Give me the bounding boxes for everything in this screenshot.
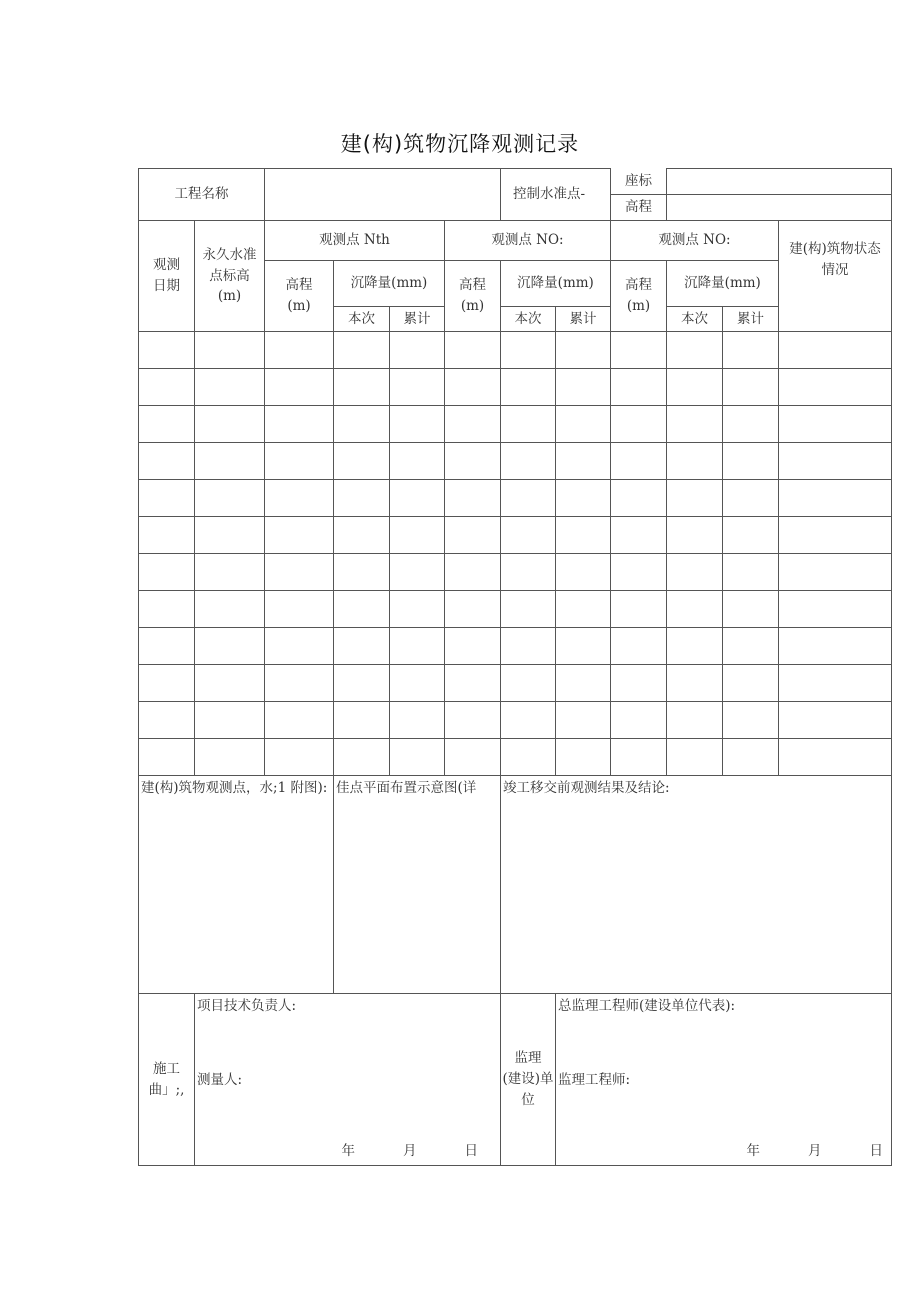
point-3-this-time-header: 本次	[667, 307, 723, 332]
project-name-label: 工程名称	[139, 169, 265, 221]
data-cell[interactable]	[611, 443, 667, 480]
data-cell[interactable]	[390, 480, 445, 517]
supervision-unit-label: 监理 (建设)单 位	[501, 994, 556, 1166]
notes-layout-diagram[interactable]: 佳点平面布置示意图(详	[334, 776, 501, 994]
chief-supervisor-label: 总监理工程师(建设单位代表):	[558, 998, 736, 1014]
data-cell[interactable]	[723, 443, 779, 480]
data-cell[interactable]	[265, 406, 334, 443]
data-cell[interactable]	[334, 517, 390, 554]
data-cell[interactable]	[611, 517, 667, 554]
status-header: 建(构)筑物状态 情况	[779, 221, 892, 332]
data-cell[interactable]	[195, 517, 265, 554]
point-1-cumulative-header: 累计	[390, 307, 445, 332]
construction-signature-block[interactable]	[195, 994, 501, 1166]
date-day: 日	[869, 1143, 884, 1160]
obs-date-header: 观测 日期	[139, 221, 195, 332]
data-cell[interactable]	[445, 443, 501, 480]
data-cell[interactable]	[265, 517, 334, 554]
data-cell[interactable]	[723, 406, 779, 443]
data-cell[interactable]	[195, 480, 265, 517]
data-cell[interactable]	[195, 665, 265, 702]
data-cell[interactable]	[611, 369, 667, 406]
benchmark-header: 永久水准 点标高 (m)	[195, 221, 265, 332]
data-cell[interactable]	[265, 739, 334, 776]
data-cell[interactable]	[195, 628, 265, 665]
data-cell[interactable]	[779, 517, 892, 554]
data-cell[interactable]	[723, 369, 779, 406]
supervision-signature-block[interactable]	[556, 994, 892, 1166]
data-cell[interactable]	[556, 665, 611, 702]
data-cell[interactable]	[779, 369, 892, 406]
point-2-cumulative-header: 累计	[556, 307, 611, 332]
data-cell[interactable]	[556, 702, 611, 739]
table-row	[139, 554, 892, 591]
data-cell[interactable]	[556, 517, 611, 554]
data-cell[interactable]	[667, 332, 723, 369]
table-row	[139, 739, 892, 776]
data-cell[interactable]	[611, 480, 667, 517]
data-cell[interactable]	[195, 702, 265, 739]
data-cell[interactable]	[139, 406, 195, 443]
data-cell[interactable]	[501, 702, 556, 739]
data-cell[interactable]	[265, 665, 334, 702]
data-cell[interactable]	[779, 591, 892, 628]
data-cell[interactable]	[334, 332, 390, 369]
data-cell[interactable]	[779, 554, 892, 591]
data-cell[interactable]	[265, 702, 334, 739]
table-row	[139, 369, 892, 406]
notes-observation-points[interactable]: 建(构)筑物观测点，水;1 附图):	[139, 776, 334, 994]
point-2-header: 观测点 NO:	[445, 221, 611, 261]
page-title: 建(构)筑物沉降观测记录	[340, 132, 580, 156]
data-cell[interactable]	[501, 406, 556, 443]
data-cell[interactable]	[556, 406, 611, 443]
data-cell[interactable]	[265, 628, 334, 665]
project-name-value[interactable]	[265, 169, 501, 221]
point-3-header: 观测点 NO:	[611, 221, 779, 261]
data-cell[interactable]	[611, 665, 667, 702]
data-cell[interactable]	[139, 517, 195, 554]
data-cell[interactable]	[139, 443, 195, 480]
data-cell[interactable]	[501, 739, 556, 776]
data-cell[interactable]	[139, 739, 195, 776]
data-cell[interactable]	[334, 369, 390, 406]
data-cell[interactable]	[390, 591, 445, 628]
data-cell[interactable]	[390, 406, 445, 443]
data-cell[interactable]	[501, 665, 556, 702]
data-cell[interactable]	[556, 443, 611, 480]
data-cell[interactable]	[501, 517, 556, 554]
data-cell[interactable]	[501, 628, 556, 665]
control-point-label: 控制水准点-	[501, 169, 611, 221]
data-cell[interactable]	[390, 332, 445, 369]
data-cell[interactable]	[723, 665, 779, 702]
table-row	[139, 702, 892, 739]
data-cell[interactable]	[334, 739, 390, 776]
data-cell[interactable]	[667, 591, 723, 628]
data-cell[interactable]	[723, 628, 779, 665]
data-cell[interactable]	[445, 369, 501, 406]
data-cell[interactable]	[139, 591, 195, 628]
data-cell[interactable]	[667, 702, 723, 739]
notes-conclusion[interactable]: 竣工移交前观测结果及结论:	[501, 776, 892, 994]
data-cell[interactable]	[723, 591, 779, 628]
data-cell[interactable]	[779, 332, 892, 369]
data-cell[interactable]	[611, 554, 667, 591]
data-cell[interactable]	[667, 739, 723, 776]
data-cell[interactable]	[667, 480, 723, 517]
data-cell[interactable]	[445, 406, 501, 443]
data-cell[interactable]	[195, 332, 265, 369]
data-cell[interactable]	[390, 665, 445, 702]
data-cell[interactable]	[445, 554, 501, 591]
data-cell[interactable]	[611, 591, 667, 628]
point-3-height-header: 高程 (m)	[611, 261, 667, 332]
elevation-value[interactable]	[667, 195, 892, 221]
data-cell[interactable]	[445, 332, 501, 369]
data-cell[interactable]	[195, 369, 265, 406]
data-cell[interactable]	[139, 480, 195, 517]
table-row	[139, 406, 892, 443]
data-cell[interactable]	[779, 480, 892, 517]
data-cell[interactable]	[390, 369, 445, 406]
data-cell[interactable]	[334, 443, 390, 480]
date-day: 日	[464, 1143, 478, 1160]
data-cell[interactable]	[611, 628, 667, 665]
data-cell[interactable]	[723, 554, 779, 591]
data-cell[interactable]	[195, 443, 265, 480]
data-cell[interactable]	[390, 554, 445, 591]
data-cell[interactable]	[445, 628, 501, 665]
table-row	[139, 517, 892, 554]
data-cell[interactable]	[139, 702, 195, 739]
data-cell[interactable]	[265, 332, 334, 369]
data-cell[interactable]	[611, 332, 667, 369]
table-row	[139, 332, 892, 369]
data-cell[interactable]	[390, 443, 445, 480]
point-1-height-header: 高程 (m)	[265, 261, 334, 332]
data-cell[interactable]	[501, 591, 556, 628]
point-1-header: 观测点 Nth	[265, 221, 445, 261]
data-cell[interactable]	[667, 443, 723, 480]
point-2-this-time-header: 本次	[501, 307, 556, 332]
point-2-height-header: 高程 (m)	[445, 261, 501, 332]
data-cell[interactable]	[139, 628, 195, 665]
data-cell[interactable]	[390, 517, 445, 554]
construction-unit-label: 施工 曲」;,	[139, 994, 195, 1166]
data-cell[interactable]	[139, 332, 195, 369]
data-cell[interactable]	[556, 480, 611, 517]
data-cell[interactable]	[667, 628, 723, 665]
coordinate-value[interactable]	[667, 169, 892, 195]
data-cell[interactable]	[611, 702, 667, 739]
data-cell[interactable]	[334, 702, 390, 739]
data-cell[interactable]	[667, 517, 723, 554]
data-cell[interactable]	[390, 702, 445, 739]
data-cell[interactable]	[445, 591, 501, 628]
point-3-cumulative-header: 累计	[723, 307, 779, 332]
data-cell[interactable]	[334, 628, 390, 665]
data-cell[interactable]	[139, 369, 195, 406]
data-cell[interactable]	[501, 443, 556, 480]
data-cell[interactable]	[667, 665, 723, 702]
date-year: 年	[746, 1143, 761, 1160]
data-cell[interactable]	[556, 591, 611, 628]
data-cell[interactable]	[195, 406, 265, 443]
data-cell[interactable]	[501, 480, 556, 517]
data-cell[interactable]	[723, 332, 779, 369]
data-cell[interactable]	[265, 443, 334, 480]
data-cell[interactable]	[334, 665, 390, 702]
data-cell[interactable]	[611, 739, 667, 776]
table-row	[139, 443, 892, 480]
table-row	[139, 665, 892, 702]
data-cell[interactable]	[501, 554, 556, 591]
coordinate-label: 座标	[611, 169, 667, 195]
point-1-settlement-header: 沉降量(mm)	[334, 261, 445, 307]
data-cell[interactable]	[556, 628, 611, 665]
point-3-settlement-header: 沉降量(mm)	[667, 261, 779, 307]
supervision-date	[747, 1141, 884, 1162]
data-cell[interactable]	[501, 332, 556, 369]
data-cell[interactable]	[334, 554, 390, 591]
data-cell[interactable]	[667, 406, 723, 443]
data-cell[interactable]	[723, 517, 779, 554]
data-cell[interactable]	[139, 554, 195, 591]
data-cell[interactable]	[556, 369, 611, 406]
data-cell[interactable]	[445, 665, 501, 702]
data-cell[interactable]	[667, 554, 723, 591]
table-row	[139, 480, 892, 517]
data-cell[interactable]	[265, 369, 334, 406]
data-cell[interactable]	[556, 554, 611, 591]
table-row	[139, 591, 892, 628]
tech-lead-label: 项目技术负责人:	[197, 998, 297, 1014]
point-2-settlement-header: 沉降量(mm)	[501, 261, 611, 307]
data-cell[interactable]	[611, 406, 667, 443]
supervision-engineer-label: 监理工程师:	[558, 1072, 631, 1088]
data-cell[interactable]	[195, 554, 265, 591]
data-cell[interactable]	[723, 739, 779, 776]
table-row	[139, 628, 892, 665]
data-cell[interactable]	[779, 628, 892, 665]
data-cell[interactable]	[779, 665, 892, 702]
construction-date	[342, 1141, 493, 1162]
data-cell[interactable]	[445, 739, 501, 776]
data-cell[interactable]	[334, 591, 390, 628]
date-year: 年	[341, 1143, 355, 1160]
data-cell[interactable]	[779, 702, 892, 739]
data-cell[interactable]	[501, 369, 556, 406]
data-cell[interactable]	[265, 591, 334, 628]
data-cell[interactable]	[390, 739, 445, 776]
data-cell[interactable]	[779, 443, 892, 480]
data-cell[interactable]	[334, 406, 390, 443]
data-cell[interactable]	[556, 739, 611, 776]
data-cell[interactable]	[723, 480, 779, 517]
data-cell[interactable]	[445, 517, 501, 554]
data-cell[interactable]	[556, 332, 611, 369]
data-cell[interactable]	[334, 480, 390, 517]
data-cell[interactable]	[445, 702, 501, 739]
elevation-label: 高程	[611, 195, 667, 221]
point-1-this-time-header: 本次	[334, 307, 390, 332]
data-cell[interactable]	[195, 739, 265, 776]
data-cell[interactable]	[445, 480, 501, 517]
date-month: 月	[403, 1143, 417, 1160]
data-cell[interactable]	[779, 739, 892, 776]
data-cell[interactable]	[723, 702, 779, 739]
settlement-record-table	[138, 168, 892, 1166]
date-month: 月	[808, 1143, 822, 1160]
surveyor-label: 测量人:	[197, 1072, 243, 1088]
data-cell[interactable]	[390, 628, 445, 665]
data-cell[interactable]	[265, 554, 334, 591]
data-cell[interactable]	[265, 480, 334, 517]
data-cell[interactable]	[195, 591, 265, 628]
data-cell[interactable]	[779, 406, 892, 443]
data-cell[interactable]	[139, 665, 195, 702]
data-cell[interactable]	[667, 369, 723, 406]
